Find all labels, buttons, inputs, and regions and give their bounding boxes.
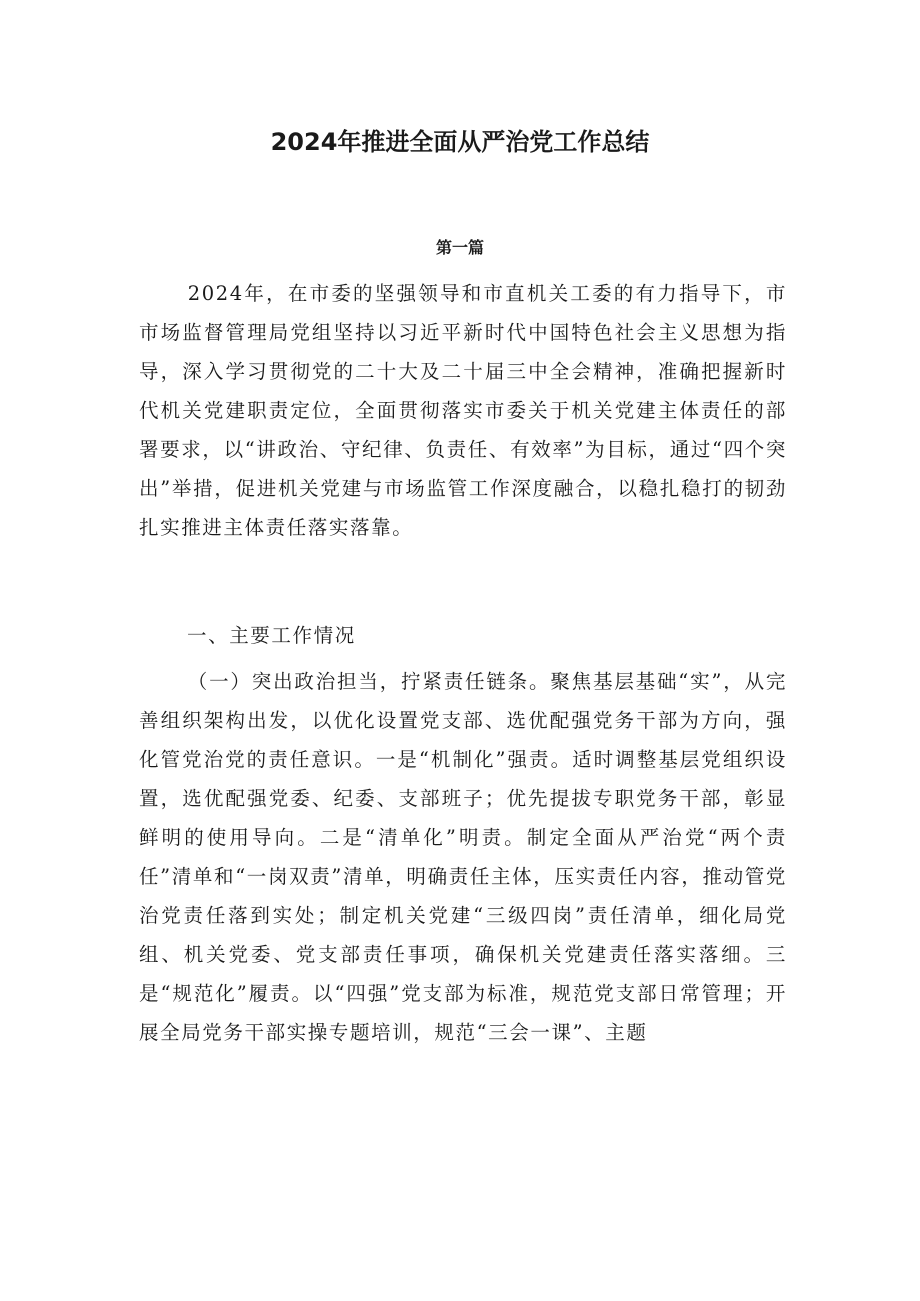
body-paragraph-political-responsibility: （一）突出政治担当，拧紧责任链条。聚焦基层基础“实”，从完善组织架构出发，以优化设置党支部、选优配强党务干部为方向，强化管党治党的责任意识。一是“机制化”强责。适时调整基层党组织设置，选优配强党委、纪委、支部班子；优先提拔专职党务干部，彰显鲜明的使用导向。二是“清单化”明责。制定全面从严治党“两个责任”清单和“一岗双责”清单，明确责任主体，压实责任内容，推动管党治党责任落到实处；制定机关党建“三级四岗”责任清单，细化局党组、机关党委、党支部责任事项，确保机关党建责任落实落细。三是“规范化”履责。以“四强”党支部为标准，规范党支部日常管理；开展全局党务干部实操专题培训，规范“三会一课”、主题 [139,670,787,1044]
body-paragraph-intro: 2024年，在市委的坚强领导和市直机关工委的有力指导下，市市场监督管理局党组坚持以习近平新时代中国特色社会主义思想为指导，深入学习贯彻党的二十大及二十届三中全会精神，准确把握新时代机关党建职责定位，全面贯彻落实市委关于机关党建主体责任的部署要求，以“讲政治、守纪律、负责任、有效率”为目标，通过“四个突出”举措，促进机关党建与市场监管工作深度融合，以稳扎稳打的韧劲扎实推进主体责任落实落靠。 [139,282,787,539]
document-title: 2024年推进全面从严治党工作总结 [270,128,650,156]
section-heading-main-work: 一、主要工作情况 [187,624,356,647]
section-label: 第一篇 [435,238,484,257]
